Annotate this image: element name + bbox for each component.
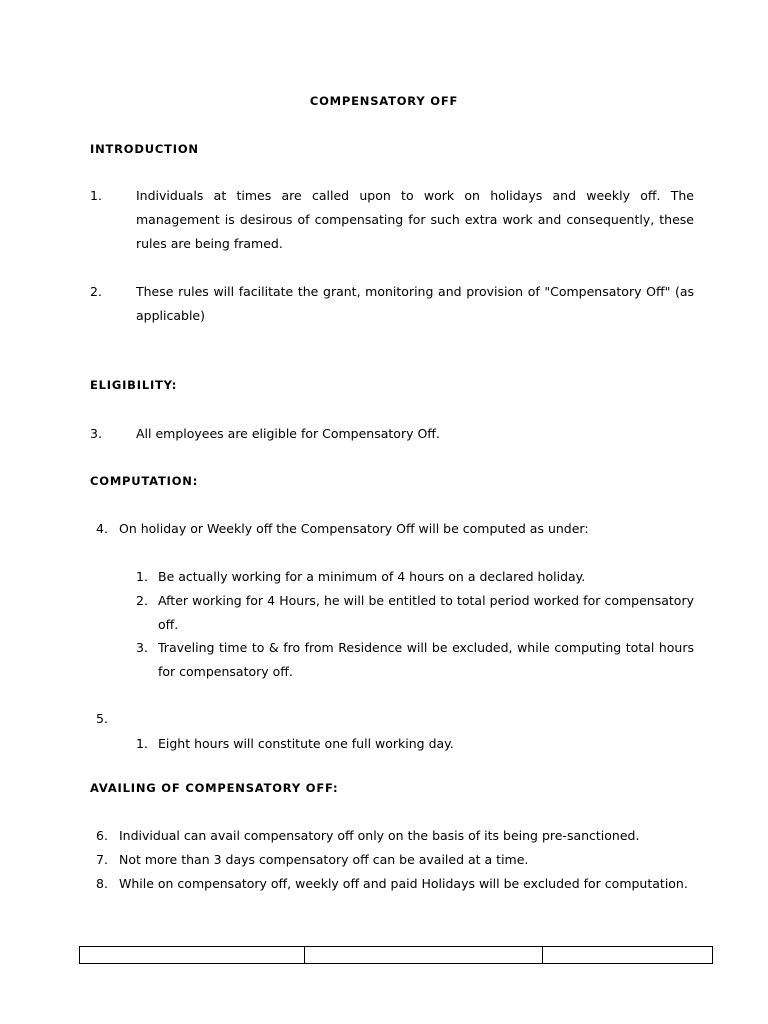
section-heading-availing: AVAILING OF COMPENSATORY OFF: — [90, 781, 339, 795]
section-heading-eligibility: ELIGIBILITY: — [90, 378, 178, 392]
footer-cell — [305, 947, 542, 964]
footer-cell — [542, 947, 712, 964]
item-number: 6. — [96, 828, 108, 843]
sub-item-4-1: Be actually working for a minimum of 4 hours on a declared holiday. — [158, 569, 586, 584]
item-number: 4. — [96, 521, 108, 536]
paragraph-item-7: Not more than 3 days compensatory off can be availed at a time. — [119, 852, 529, 867]
item-number: 7. — [96, 852, 108, 867]
page-title: COMPENSATORY OFF — [309, 94, 459, 108]
section-heading-introduction: INTRODUCTION — [90, 142, 199, 156]
item-number: 5. — [96, 711, 108, 726]
paragraph-item-1: Individuals at times are called upon to work on holidays and weekly off. The management is desirous of compensating for such extra work and consequently, these rules are being framed. — [136, 188, 694, 251]
sub-item-number: 1. — [136, 569, 148, 584]
paragraph-item-2: These rules will facilitate the grant, monitoring and provision of "Compensatory Off" (as applicable) — [136, 284, 694, 323]
item-number: 1. — [90, 188, 102, 203]
item-number: 8. — [96, 876, 108, 891]
footer-cell — [80, 947, 305, 964]
sub-item-number: 1. — [136, 736, 148, 751]
sub-item-number: 3. — [136, 640, 148, 655]
sub-item-5-1: Eight hours will constitute one full working day. — [158, 736, 454, 751]
item-number: 3. — [90, 426, 102, 441]
paragraph-item-4: On holiday or Weekly off the Compensatory Off will be computed as under: — [119, 521, 589, 536]
paragraph-item-8: While on compensatory off, weekly off and paid Holidays will be excluded for computation. — [119, 876, 688, 891]
paragraph-item-3: All employees are eligible for Compensatory Off. — [136, 426, 440, 441]
sub-item-4-3: Traveling time to & fro from Residence will be excluded, while computing total hours for compensatory off. — [158, 640, 694, 679]
footer-table — [79, 946, 713, 964]
item-number: 2. — [90, 284, 102, 299]
section-heading-computation: COMPUTATION: — [90, 474, 199, 488]
sub-item-number: 2. — [136, 593, 148, 608]
paragraph-item-6: Individual can avail compensatory off only on the basis of its being pre-sanctioned. — [119, 828, 640, 843]
sub-item-4-2: After working for 4 Hours, he will be entitled to total period worked for compensatory off. — [158, 593, 694, 632]
